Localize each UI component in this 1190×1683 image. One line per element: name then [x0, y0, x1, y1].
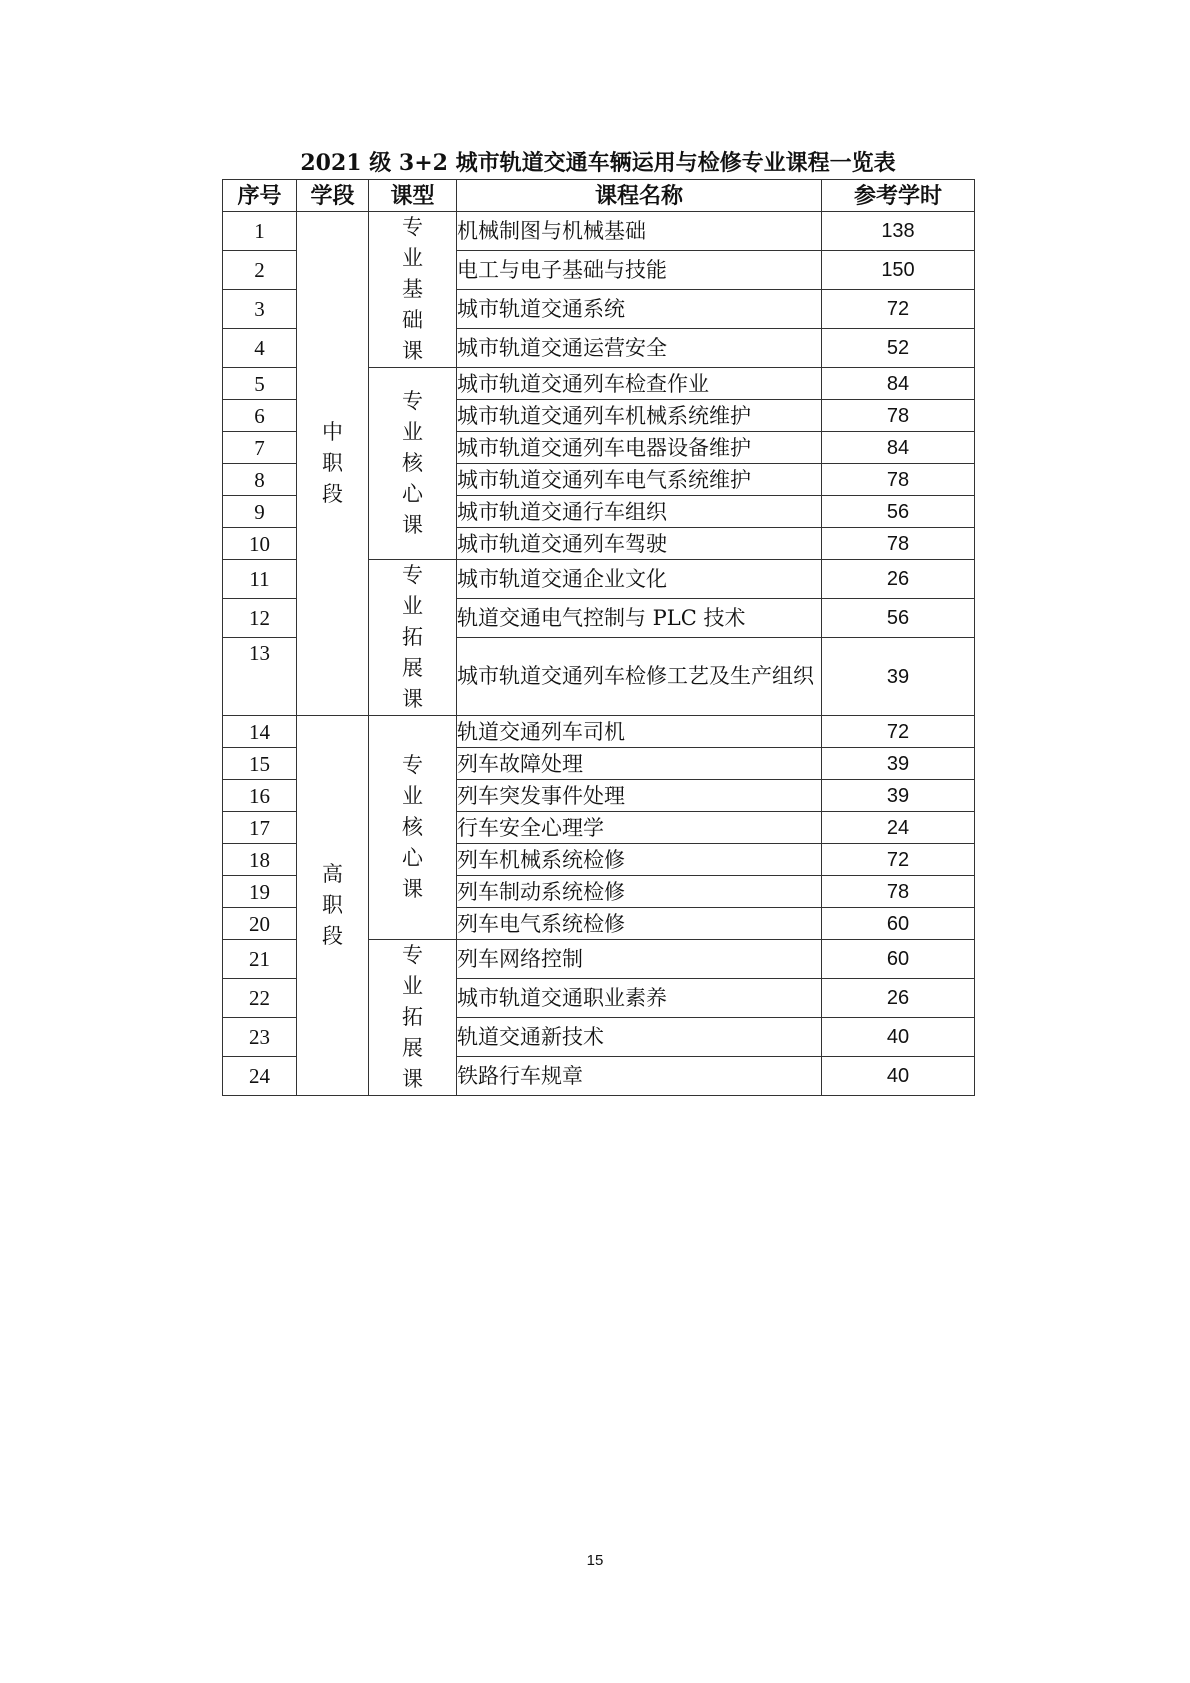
course-hours: 72: [822, 290, 975, 329]
type-label: 专业核心课: [402, 753, 423, 901]
course-name: 列车机械系统检修: [457, 844, 822, 876]
course-name: 城市轨道交通列车检查作业: [457, 368, 822, 400]
course-hours: 40: [822, 1057, 975, 1096]
header-stage: 学段: [297, 180, 369, 212]
course-name: 机械制图与机械基础: [457, 212, 822, 251]
course-hours: 78: [822, 400, 975, 432]
course-name: 列车制动系统检修: [457, 876, 822, 908]
header-type: 课型: [369, 180, 457, 212]
table-row: [223, 212, 975, 251]
row-index: 19: [223, 876, 297, 908]
course-hours: 40: [822, 1018, 975, 1057]
course-name: 城市轨道交通企业文化: [457, 560, 822, 599]
type-cell-core-secondary: [369, 368, 457, 560]
course-name: 城市轨道交通列车检修工艺及生产组织: [457, 638, 822, 716]
course-name: 城市轨道交通系统: [457, 290, 822, 329]
course-hours: 39: [822, 748, 975, 780]
header-course-name: 课程名称: [457, 180, 822, 212]
course-hours: 60: [822, 908, 975, 940]
type-cell-extension-higher: [369, 940, 457, 1096]
row-index: 14: [223, 716, 297, 748]
course-name: 轨道交通新技术: [457, 1018, 822, 1057]
course-table: [222, 179, 975, 1096]
row-index: 4: [223, 329, 297, 368]
row-index: 15: [223, 748, 297, 780]
row-index: 12: [223, 599, 297, 638]
document-title: 2021 级 3+2 城市轨道交通车辆运用与检修专业课程一览表: [300, 150, 896, 176]
course-hours: 84: [822, 368, 975, 400]
course-name: 城市轨道交通列车驾驶: [457, 528, 822, 560]
type-label: 专业拓展课: [402, 943, 423, 1091]
row-index: 20: [223, 908, 297, 940]
row-index: 24: [223, 1057, 297, 1096]
row-index: 9: [223, 496, 297, 528]
course-hours: 150: [822, 251, 975, 290]
course-name: 轨道交通列车司机: [457, 716, 822, 748]
course-name: 电工与电子基础与技能: [457, 251, 822, 290]
course-hours: 60: [822, 940, 975, 979]
stage-cell-secondary: [297, 212, 369, 716]
course-hours: 72: [822, 844, 975, 876]
table-header-row: [223, 180, 975, 212]
row-index: 21: [223, 940, 297, 979]
course-name: 城市轨道交通列车机械系统维护: [457, 400, 822, 432]
row-index: 6: [223, 400, 297, 432]
course-name: 列车故障处理: [457, 748, 822, 780]
type-label: 专业基础课: [402, 215, 423, 363]
course-name: 列车电气系统检修: [457, 908, 822, 940]
course-hours: 138: [822, 212, 975, 251]
course-hours: 78: [822, 528, 975, 560]
page-number: 15: [586, 1552, 604, 1569]
course-hours: 78: [822, 876, 975, 908]
course-hours: 39: [822, 638, 975, 716]
row-index: 8: [223, 464, 297, 496]
type-cell-core-higher: [369, 716, 457, 940]
course-hours: 56: [822, 496, 975, 528]
course-hours: 39: [822, 780, 975, 812]
row-index: 2: [223, 251, 297, 290]
header-hours: 参考学时: [822, 180, 975, 212]
course-hours: 78: [822, 464, 975, 496]
row-index: 13: [223, 638, 297, 716]
row-index: 18: [223, 844, 297, 876]
table-row: [223, 716, 975, 748]
row-index: 10: [223, 528, 297, 560]
course-hours: 52: [822, 329, 975, 368]
type-label: 专业核心课: [402, 389, 423, 537]
course-hours: 26: [822, 979, 975, 1018]
course-hours: 84: [822, 432, 975, 464]
row-index: 11: [223, 560, 297, 599]
type-label: 专业拓展课: [402, 563, 423, 711]
row-index: 3: [223, 290, 297, 329]
course-hours: 56: [822, 599, 975, 638]
course-name: 城市轨道交通列车电器设备维护: [457, 432, 822, 464]
type-cell-extension-secondary: [369, 560, 457, 716]
type-cell-basic: [369, 212, 457, 368]
row-index: 22: [223, 979, 297, 1018]
course-name: 行车安全心理学: [457, 812, 822, 844]
course-hours: 72: [822, 716, 975, 748]
stage-label: 中职段: [322, 420, 343, 506]
course-name: 城市轨道交通行车组织: [457, 496, 822, 528]
header-index: 序号: [223, 180, 297, 212]
course-hours: 24: [822, 812, 975, 844]
stage-cell-higher: [297, 716, 369, 1096]
course-name: 铁路行车规章: [457, 1057, 822, 1096]
course-name: 城市轨道交通列车电气系统维护: [457, 464, 822, 496]
row-index: 7: [223, 432, 297, 464]
course-name: 列车突发事件处理: [457, 780, 822, 812]
course-name: 城市轨道交通运营安全: [457, 329, 822, 368]
row-index: 17: [223, 812, 297, 844]
course-name: 城市轨道交通职业素养: [457, 979, 822, 1018]
row-index: 23: [223, 1018, 297, 1057]
row-index: 1: [223, 212, 297, 251]
row-index: 16: [223, 780, 297, 812]
course-name: 列车网络控制: [457, 940, 822, 979]
course-name: 轨道交通电气控制与 PLC 技术: [457, 599, 822, 638]
stage-label: 高职段: [322, 862, 343, 948]
course-hours: 26: [822, 560, 975, 599]
row-index: 5: [223, 368, 297, 400]
